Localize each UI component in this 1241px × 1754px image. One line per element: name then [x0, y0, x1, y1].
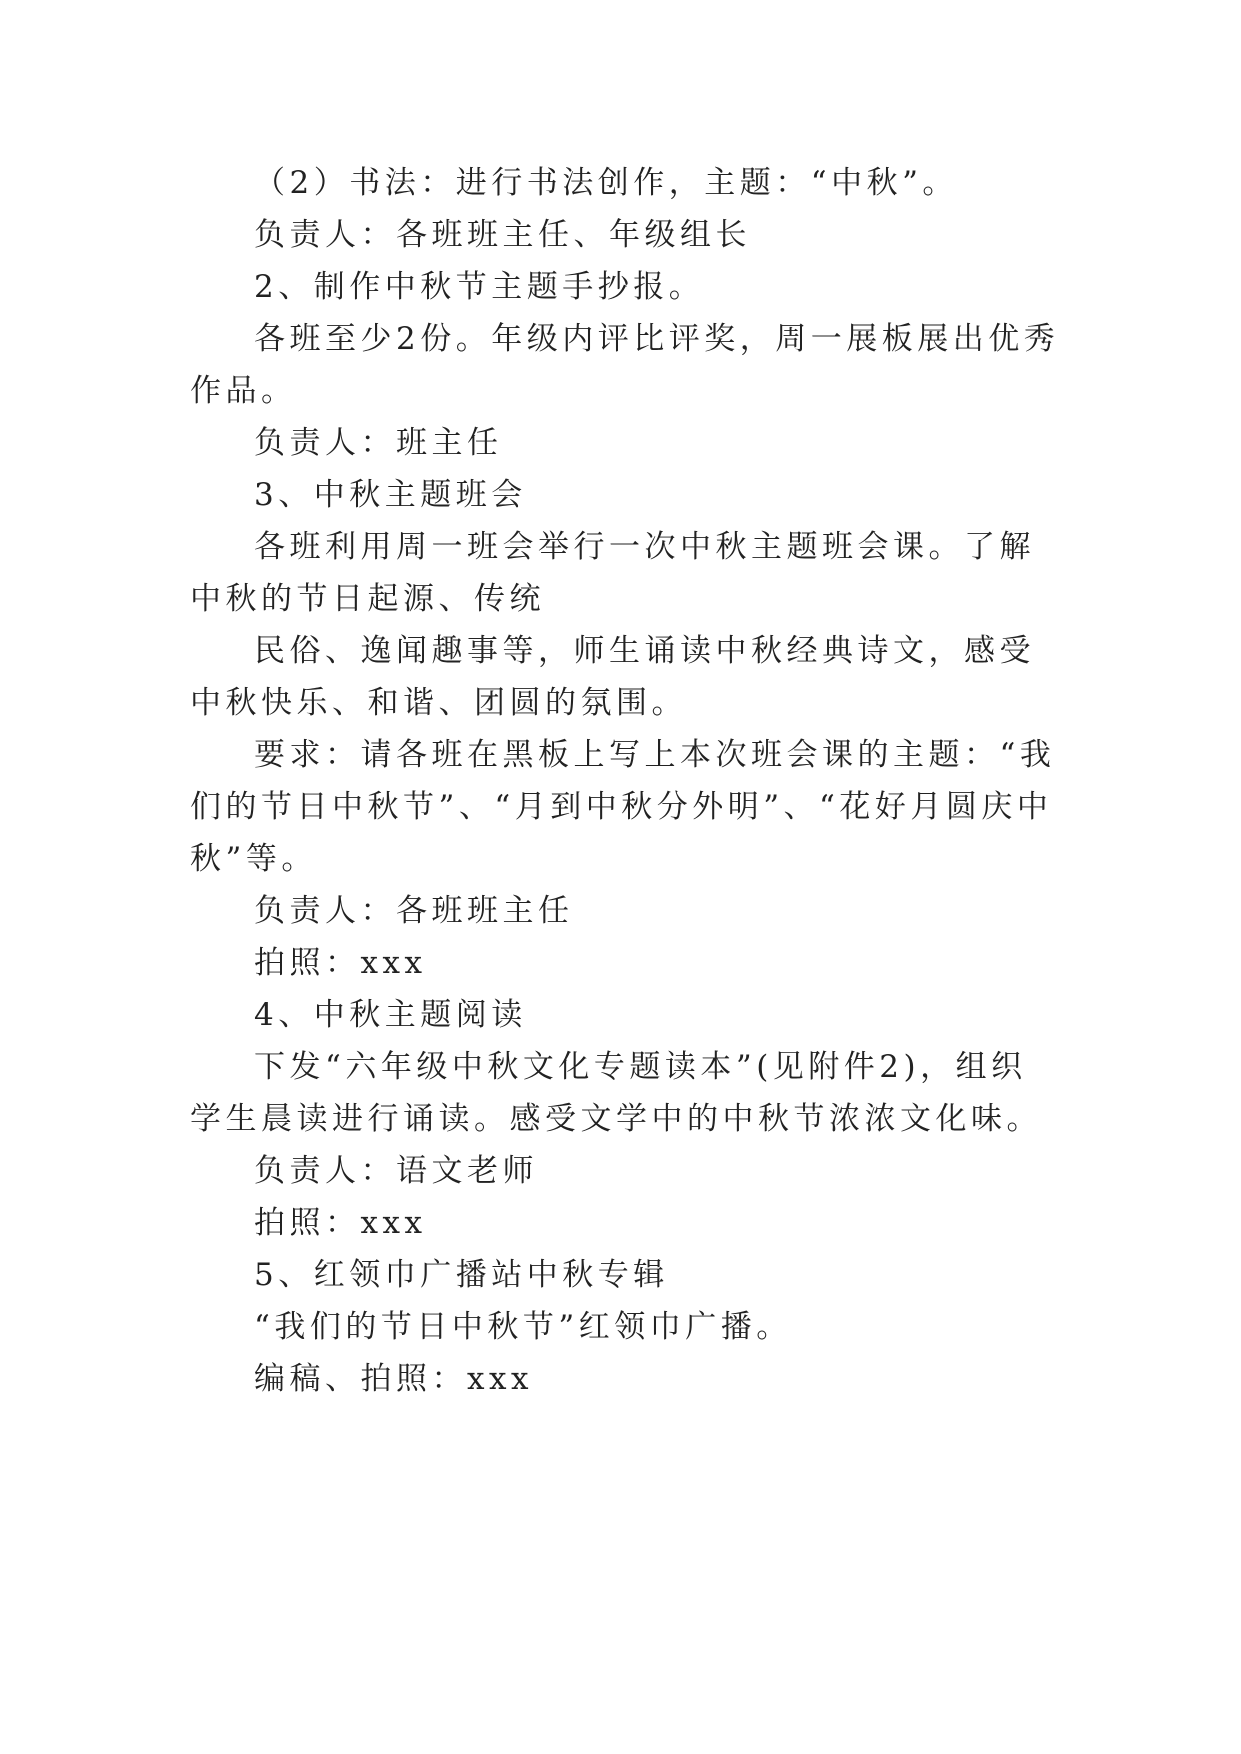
document-body [190, 157, 1060, 1405]
paragraph-photo-1: 拍照：xxx [254, 945, 427, 981]
paragraph-requirements: 要求：请各班在黑板上写上本次班会课的主题：“我们的节日中秋节”、“月到中秋分外明”、“花好月圆庆中秋”等。 [190, 737, 1056, 877]
paragraph-responsible-3: 负责人：各班班主任 [254, 893, 574, 929]
paragraph-calligraphy: （2）书法：进行书法创作，主题：“中秋”。 [254, 165, 958, 201]
paragraph-photo-2: 拍照：xxx [254, 1205, 427, 1241]
paragraph-posters: 各班至少2份。年级内评比评奖，周一展板展出优秀作品。 [190, 321, 1060, 409]
paragraph-responsible-4: 负责人：语文老师 [254, 1153, 538, 1189]
heading-item-2: 2、制作中秋节主题手抄报。 [254, 269, 705, 305]
paragraph-class-meeting: 各班利用周一班会举行一次中秋主题班会课。了解中秋的节日起源、传统 [190, 529, 1035, 617]
paragraph-reading: 下发“六年级中秋文化专题读本”(见附件2)，组织学生晨读进行诵读。感受文学中的中秋节浓浓文化味。 [190, 1049, 1042, 1137]
paragraph-responsible-2: 负责人：班主任 [254, 425, 503, 461]
paragraph-customs: 民俗、逸闻趣事等，师生诵读中秋经典诗文，感受中秋快乐、和谐、团圆的氛围。 [190, 633, 1035, 721]
heading-item-5: 5、红领巾广播站中秋专辑 [254, 1257, 669, 1293]
paragraph-broadcast: “我们的节日中秋节”红领巾广播。 [254, 1309, 792, 1345]
heading-item-4: 4、中秋主题阅读 [254, 997, 527, 1033]
heading-item-3: 3、中秋主题班会 [254, 477, 527, 513]
paragraph-responsible-1: 负责人：各班班主任、年级组长 [254, 217, 751, 253]
paragraph-editing-photo: 编稿、拍照：xxx [254, 1361, 533, 1397]
